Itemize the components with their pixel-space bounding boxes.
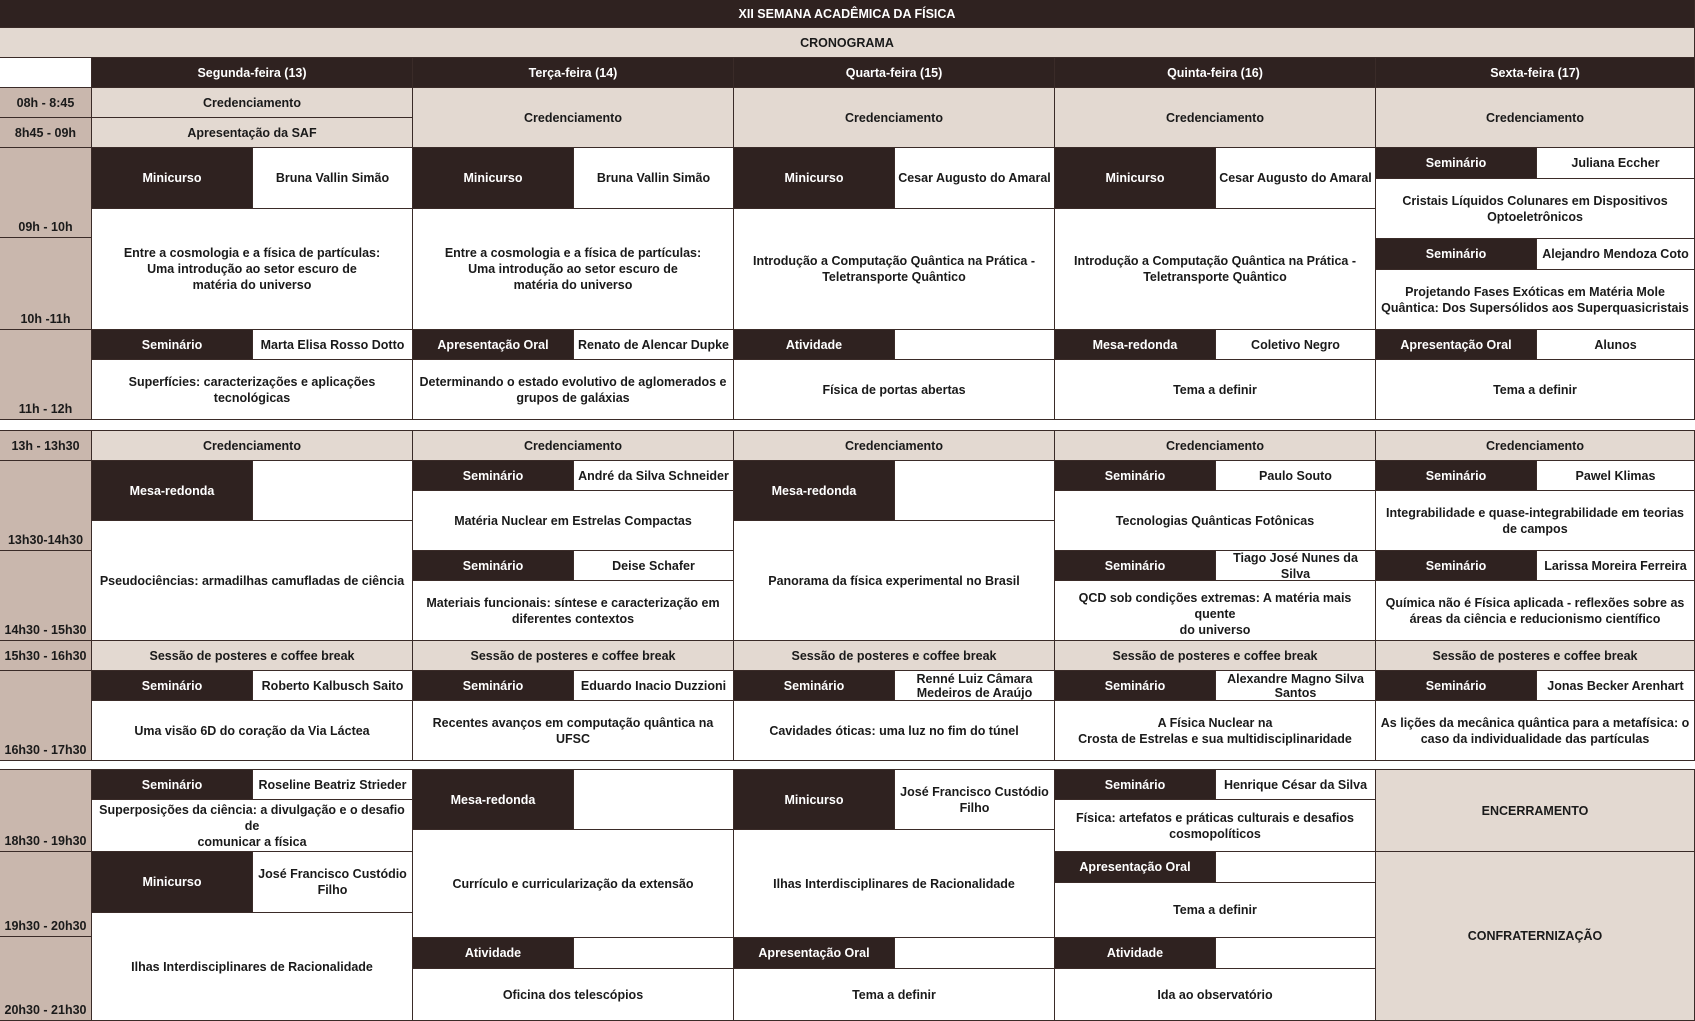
speaker-name: Henrique César da Silva — [1216, 770, 1376, 800]
activity-type-label: Seminário — [92, 770, 253, 800]
evening-gap — [0, 761, 1695, 770]
session-title: Química não é Física aplicada - reflexões sobre as áreas da ciência e reducionismo científico — [1376, 581, 1695, 641]
activity-type-label: Apresentação Oral — [734, 938, 895, 969]
speaker-name: Paulo Souto — [1216, 461, 1376, 491]
activity-type-label: Seminário — [1055, 461, 1216, 491]
speaker-name: Renato de Alencar Dupke — [574, 330, 734, 360]
apresentacao-saf-cell: Apresentação da SAF — [92, 118, 413, 148]
activity-type-label: Seminário — [1055, 770, 1216, 800]
session-title: Superposições da ciência: a divulgação e o desafio de comunicar a física — [92, 800, 413, 852]
session-title: Projetando Fases Exóticas em Matéria Mole Quântica: Dos Supersólidos aos Superquasicristais — [1376, 270, 1695, 330]
lunch-gap — [0, 420, 1695, 431]
day-header: Terça-feira (14) — [413, 58, 734, 88]
session-title: Superfícies: caracterizações e aplicações tecnológicas — [92, 360, 413, 420]
session-title: Física: artefatos e práticas culturais e desafios cosmopolíticos — [1055, 800, 1376, 852]
activity-type-label: Seminário — [1055, 551, 1216, 581]
activity-type-label: Apresentação Oral — [1055, 852, 1216, 883]
activity-type-label: Mesa-redonda — [1055, 330, 1216, 360]
session-title: Ida ao observatório — [1055, 969, 1376, 1021]
activity-type-label: Seminário — [413, 461, 574, 491]
page-title: XII SEMANA ACADÊMICA DA FÍSICA — [0, 0, 1695, 28]
session-title: Tema a definir — [1055, 360, 1376, 420]
time-slot: 8h45 - 09h — [0, 118, 92, 148]
time-slot: 13h - 13h30 — [0, 431, 92, 461]
session-title: Ilhas Interdisciplinares de Racionalidade — [734, 830, 1055, 938]
time-slot: 14h30 - 15h30 — [0, 551, 92, 641]
activity-type-label: Atividade — [413, 938, 574, 969]
credenciamento-cell: Credenciamento — [1376, 431, 1695, 461]
activity-type-label: Minicurso — [1055, 148, 1216, 209]
speaker-name — [1216, 938, 1376, 969]
speaker-name: Roseline Beatriz Strieder — [253, 770, 413, 800]
session-title: Tema a definir — [1376, 360, 1695, 420]
speaker-name: Deise Schafer — [574, 551, 734, 581]
credenciamento-cell: Credenciamento — [92, 88, 413, 118]
time-slot: 13h30-14h30 — [0, 461, 92, 551]
time-slot: 15h30 - 16h30 — [0, 641, 92, 671]
session-title: A Física Nuclear na Crosta de Estrelas e sua multidisciplinaridade — [1055, 701, 1376, 761]
credenciamento-cell: Credenciamento — [734, 431, 1055, 461]
activity-type-label: Seminário — [1376, 551, 1537, 581]
time-slot: 11h - 12h — [0, 330, 92, 420]
speaker-name: Cesar Augusto do Amaral — [895, 148, 1055, 209]
speaker-name: José Francisco Custódio Filho — [895, 770, 1055, 830]
poster-session-cell: Sessão de posteres e coffee break — [92, 641, 413, 671]
poster-session-cell: Sessão de posteres e coffee break — [734, 641, 1055, 671]
session-title: Uma visão 6D do coração da Via Láctea — [92, 701, 413, 761]
activity-type-label: Mesa-redonda — [413, 770, 574, 830]
time-slot: 10h -11h — [0, 238, 92, 330]
time-slot: 18h30 - 19h30 — [0, 770, 92, 852]
day-header: Sexta-feira (17) — [1376, 58, 1695, 88]
session-title: Tema a definir — [734, 969, 1055, 1021]
activity-type-label: Seminário — [413, 551, 574, 581]
session-title: Oficina dos telescópios — [413, 969, 734, 1021]
session-title: As lições da mecânica quântica para a metafísica: o caso da individualidade das partículas — [1376, 701, 1695, 761]
activity-type-label: Mesa-redonda — [734, 461, 895, 521]
activity-type-label: Seminário — [1376, 461, 1537, 491]
activity-type-label: Minicurso — [413, 148, 574, 209]
session-title: Pseudociências: armadilhas camufladas de ciência — [92, 521, 413, 641]
speaker-name: José Francisco Custódio Filho — [253, 852, 413, 913]
speaker-name — [895, 938, 1055, 969]
speaker-name: Bruna Vallin Simão — [253, 148, 413, 209]
speaker-name: Alunos — [1537, 330, 1695, 360]
session-title: Física de portas abertas — [734, 360, 1055, 420]
credenciamento-cell: Credenciamento — [413, 431, 734, 461]
activity-type-label: Seminário — [92, 330, 253, 360]
session-title: Recentes avanços em computação quântica na UFSC — [413, 701, 734, 761]
session-title: Tecnologias Quânticas Fotônicas — [1055, 491, 1376, 551]
activity-type-label: Seminário — [1376, 671, 1537, 701]
credenciamento-cell: Credenciamento — [734, 88, 1055, 148]
speaker-name: André da Silva Schneider — [574, 461, 734, 491]
activity-type-label: Minicurso — [92, 852, 253, 913]
activity-type-label: Minicurso — [734, 770, 895, 830]
session-title: Introdução a Computação Quântica na Prática - Teletransporte Quântico — [1055, 209, 1376, 330]
activity-type-label: Minicurso — [734, 148, 895, 209]
speaker-name — [574, 938, 734, 969]
session-title: Cristais Líquidos Colunares em Dispositivos Optoeletrônicos — [1376, 179, 1695, 239]
time-slot: 20h30 - 21h30 — [0, 937, 92, 1021]
speaker-name — [574, 770, 734, 830]
poster-session-cell: Sessão de posteres e coffee break — [413, 641, 734, 671]
day-header: Quarta-feira (15) — [734, 58, 1055, 88]
session-title: Materiais funcionais: síntese e caracterização em diferentes contextos — [413, 581, 734, 641]
activity-type-label: Seminário — [1055, 671, 1216, 701]
speaker-name — [895, 461, 1055, 521]
corner-cell — [0, 58, 92, 88]
speaker-name — [895, 330, 1055, 360]
credenciamento-cell: Credenciamento — [1055, 431, 1376, 461]
page-subtitle: CRONOGRAMA — [0, 28, 1695, 58]
speaker-name: Jonas Becker Arenhart — [1537, 671, 1695, 701]
speaker-name: Marta Elisa Rosso Dotto — [253, 330, 413, 360]
poster-session-cell: Sessão de posteres e coffee break — [1376, 641, 1695, 671]
day-header: Segunda-feira (13) — [92, 58, 413, 88]
speaker-name: Larissa Moreira Ferreira — [1537, 551, 1695, 581]
session-title: Matéria Nuclear em Estrelas Compactas — [413, 491, 734, 551]
activity-type-label: Atividade — [1055, 938, 1216, 969]
session-title: QCD sob condições extremas: A matéria mais quente do universo — [1055, 581, 1376, 641]
credenciamento-cell: Credenciamento — [413, 88, 734, 148]
credenciamento-cell: Credenciamento — [1055, 88, 1376, 148]
activity-type-label: Apresentação Oral — [413, 330, 574, 360]
session-title: Integrabilidade e quase-integrabilidade em teorias de campos — [1376, 491, 1695, 551]
speaker-name — [253, 461, 413, 521]
confraternizacao-cell: CONFRATERNIZAÇÃO — [1376, 852, 1695, 1021]
activity-type-label: Apresentação Oral — [1376, 330, 1537, 360]
session-title: Tema a definir — [1055, 883, 1376, 938]
activity-type-label: Seminário — [1376, 239, 1537, 270]
session-title: Entre a cosmologia e a física de partículas: Uma introdução ao setor escuro de matéria do universo — [92, 209, 413, 330]
speaker-name: Cesar Augusto do Amaral — [1216, 148, 1376, 209]
session-title: Ilhas Interdisciplinares de Racionalidade — [92, 913, 413, 1021]
time-slot: 09h - 10h — [0, 148, 92, 238]
credenciamento-cell: Credenciamento — [92, 431, 413, 461]
speaker-name: Pawel Klimas — [1537, 461, 1695, 491]
activity-type-label: Seminário — [92, 671, 253, 701]
time-slot: 19h30 - 20h30 — [0, 852, 92, 937]
activity-type-label: Mesa-redonda — [92, 461, 253, 521]
speaker-name: Juliana Eccher — [1537, 148, 1695, 179]
speaker-name: Tiago José Nunes da Silva — [1216, 551, 1376, 581]
activity-type-label: Seminário — [1376, 148, 1537, 179]
speaker-name: Alejandro Mendoza Coto — [1537, 239, 1695, 270]
speaker-name — [1216, 852, 1376, 883]
time-slot: 16h30 - 17h30 — [0, 671, 92, 761]
day-header: Quinta-feira (16) — [1055, 58, 1376, 88]
encerramento-cell: ENCERRAMENTO — [1376, 770, 1695, 852]
session-title: Entre a cosmologia e a física de partículas: Uma introdução ao setor escuro de matéria do universo — [413, 209, 734, 330]
activity-type-label: Minicurso — [92, 148, 253, 209]
time-slot: 08h - 8:45 — [0, 88, 92, 118]
session-title: Cavidades óticas: uma luz no fim do túnel — [734, 701, 1055, 761]
speaker-name: Coletivo Negro — [1216, 330, 1376, 360]
activity-type-label: Seminário — [734, 671, 895, 701]
credenciamento-cell: Credenciamento — [1376, 88, 1695, 148]
session-title: Determinando o estado evolutivo de aglomerados e grupos de galáxias — [413, 360, 734, 420]
speaker-name: Bruna Vallin Simão — [574, 148, 734, 209]
speaker-name: Renné Luiz Câmara Medeiros de Araújo — [895, 671, 1055, 701]
activity-type-label: Seminário — [413, 671, 574, 701]
session-title: Panorama da física experimental no Brasil — [734, 521, 1055, 641]
speaker-name: Eduardo Inacio Duzzioni — [574, 671, 734, 701]
poster-session-cell: Sessão de posteres e coffee break — [1055, 641, 1376, 671]
speaker-name: Roberto Kalbusch Saito — [253, 671, 413, 701]
speaker-name: Alexandre Magno Silva Santos — [1216, 671, 1376, 701]
session-title: Introdução a Computação Quântica na Prática - Teletransporte Quântico — [734, 209, 1055, 330]
session-title: Currículo e curricularização da extensão — [413, 830, 734, 938]
activity-type-label: Atividade — [734, 330, 895, 360]
